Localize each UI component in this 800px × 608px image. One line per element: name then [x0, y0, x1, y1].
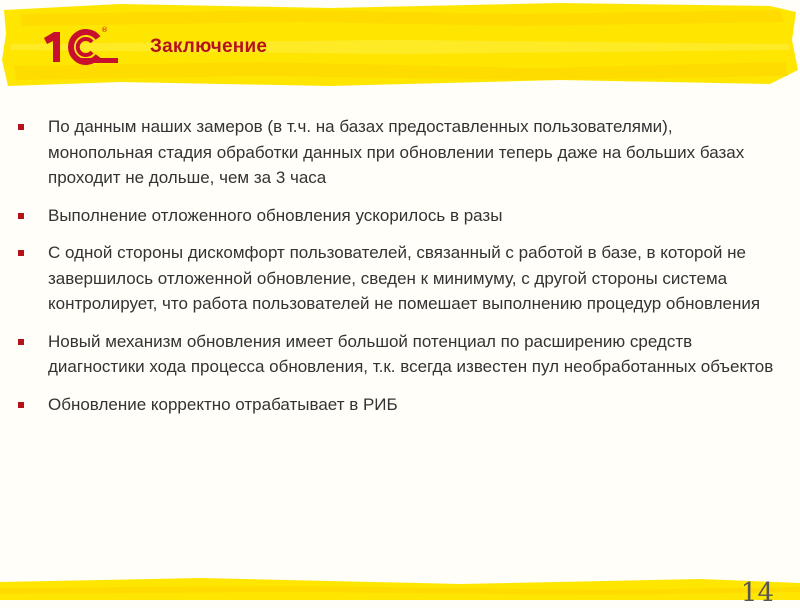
bullet-item [18, 329, 778, 380]
page-number: 14 [740, 578, 774, 608]
bullet-item [18, 203, 778, 229]
bullet-square-icon [18, 402, 24, 408]
bullet-text: Выполнение отложенного обновления ускорилось в разы [48, 205, 503, 225]
bullet-square-icon [18, 250, 24, 256]
bullet-text: По данным наших замеров (в т.ч. на базах предоставленных пользователями), монопольная стадия обработки данных при обновлении теперь даже на больших базах проходит не дольше, чем за 3 часа [48, 117, 745, 187]
bullet-square-icon [18, 339, 24, 345]
bullet-list [18, 114, 778, 429]
bullet-item [18, 240, 778, 317]
bullet-text: С одной стороны дискомфорт пользователей, связанный с работой в базе, в которой не завершилось отложенной обновление, сведен к минимуму, с другой стороны система контролирует, что работа пользователей не помешает выполнению процедур обновления [48, 243, 761, 313]
svg-text:®: ® [101, 26, 108, 34]
bullet-text: Обновление корректно отрабатывает в РИБ [48, 394, 398, 414]
bullet-text: Новый механизм обновления имеет большой потенциал по расширению средств диагностики хода процесса обновления, т.к. всегда известен пул необработанных объектов [48, 331, 774, 376]
bullet-item [18, 114, 778, 191]
1c-logo [38, 24, 120, 68]
bullet-square-icon [18, 213, 24, 219]
footer-highlight-band [0, 574, 800, 600]
bullet-item [18, 392, 778, 418]
header-highlight-band [0, 0, 800, 96]
slide-title: Заключение [150, 36, 268, 57]
bullet-square-icon [18, 124, 24, 130]
